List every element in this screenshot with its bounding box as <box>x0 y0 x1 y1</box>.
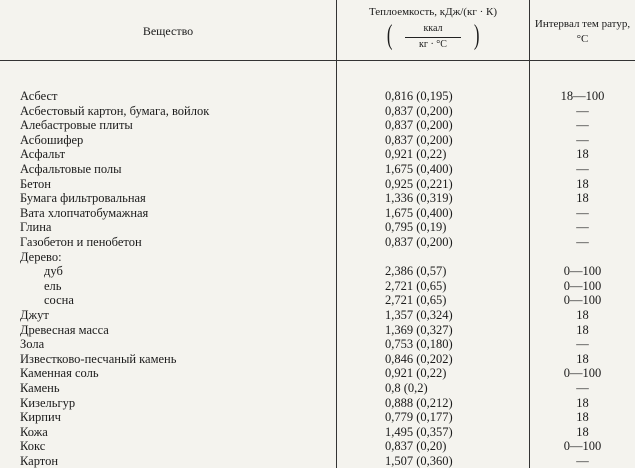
substance-name: Известково-песчаный камень <box>20 351 177 366</box>
substance-name: Кирпич <box>20 410 61 425</box>
table-row <box>0 191 635 206</box>
heat-capacity-value: 0,837 (0,200) <box>385 103 453 118</box>
header-heat-unit-fraction <box>383 20 483 52</box>
temperature-interval: 18 <box>576 322 589 337</box>
table-row <box>0 439 635 454</box>
table-row <box>0 454 635 468</box>
right-paren: ) <box>473 20 480 51</box>
substance-name: ель <box>44 278 62 293</box>
table-row <box>0 220 635 235</box>
substance-name: Каменная соль <box>20 366 99 381</box>
table-row <box>0 293 635 308</box>
table-row <box>0 250 635 265</box>
header-unit-numerator: ккал <box>423 23 443 34</box>
temperature-interval: — <box>576 103 589 118</box>
heat-capacity-value: 0,753 (0,180) <box>385 337 453 352</box>
temperature-interval: — <box>576 205 589 220</box>
table-row <box>0 264 635 279</box>
substance-name: дуб <box>44 264 63 279</box>
temperature-interval: 18 <box>576 176 589 191</box>
table-row <box>0 352 635 367</box>
substance-name: Камень <box>20 381 60 395</box>
temperature-interval: 18—100 <box>560 89 605 103</box>
substance-name: Асбошифер <box>20 132 84 147</box>
heat-capacity-value: 1,336 (0,319) <box>385 191 453 206</box>
temperature-interval: 0—100 <box>563 439 602 454</box>
heat-capacity-value: 1,369 (0,327) <box>385 322 453 337</box>
substance-name: Глина <box>20 220 52 235</box>
table-row <box>0 206 635 221</box>
substance-name: Асбест <box>20 89 58 103</box>
substance-name: сосна <box>44 293 74 308</box>
heat-capacity-value: 0,837 (0,20) <box>385 439 447 454</box>
heat-capacity-value: 0,925 (0,221) <box>385 176 453 191</box>
temperature-interval: — <box>576 118 589 133</box>
table-row <box>0 162 635 177</box>
heat-capacity-value: 0,795 (0,19) <box>385 220 447 235</box>
temperature-interval: — <box>576 235 589 249</box>
temperature-interval: 18 <box>576 147 589 162</box>
heat-capacity-value: 0,837 (0,200) <box>385 235 453 249</box>
substance-name: Бумага фильтровальная <box>20 191 146 206</box>
table-row <box>0 104 635 119</box>
substance-name: Асбестовый картон, бумага, войлок <box>20 103 210 118</box>
table-row <box>0 279 635 294</box>
temperature-interval: — <box>576 220 589 235</box>
temperature-interval: 18 <box>576 424 589 439</box>
substance-name: Алебастровые плиты <box>20 118 133 133</box>
temperature-interval: 18 <box>576 191 589 206</box>
heat-capacity-value: 1,507 (0,360) <box>385 454 453 468</box>
substance-name: Картон <box>20 454 59 468</box>
substance-name: Асфальтовые полы <box>20 162 122 176</box>
substance-name: Кожа <box>20 424 48 439</box>
temperature-interval: — <box>576 162 589 176</box>
substance-name: Кизельгур <box>20 395 76 410</box>
fraction-bar <box>405 37 461 38</box>
table-row <box>0 410 635 425</box>
heat-capacity-value: 1,675 (0,400) <box>385 162 453 176</box>
table-row <box>0 118 635 133</box>
substance-name: Древесная масса <box>20 322 109 337</box>
heat-capacity-value: 0,816 (0,195) <box>385 89 453 103</box>
temperature-interval: 0—100 <box>563 278 602 293</box>
temperature-interval: 0—100 <box>563 264 602 279</box>
header-heat-capacity: Теплоемкость, кДж/(кг · К) <box>369 6 497 18</box>
temperature-interval: 18 <box>576 351 589 366</box>
table-row <box>0 133 635 148</box>
header-substance: Вещество <box>142 24 194 38</box>
temperature-interval: — <box>576 337 589 352</box>
table-row <box>0 425 635 440</box>
table-row <box>0 396 635 411</box>
temperature-interval: — <box>576 132 589 147</box>
heat-capacity-value: 0,846 (0,202) <box>385 351 453 366</box>
table-row <box>0 235 635 250</box>
temperature-interval: 18 <box>576 308 589 322</box>
heat-capacity-value: 0,779 (0,177) <box>385 410 453 425</box>
table-header <box>0 0 635 61</box>
heat-capacity-value: 1,495 (0,357) <box>385 424 453 439</box>
heat-capacity-value: 0,837 (0,200) <box>385 132 453 147</box>
heat-capacity-value: 2,721 (0,65) <box>385 293 447 308</box>
substance-name: Кокс <box>20 439 46 454</box>
table-row <box>0 147 635 162</box>
table-row <box>0 366 635 381</box>
heat-capacity-value: 0,921 (0,22) <box>385 147 447 162</box>
temperature-interval: — <box>576 381 589 395</box>
heat-capacity-value: 0,921 (0,22) <box>385 366 447 381</box>
substance-name: Вата хлопчатобумажная <box>20 205 149 220</box>
table-row <box>0 89 635 104</box>
substance-name: Асфальт <box>20 147 66 162</box>
heat-capacity-value: 1,357 (0,324) <box>385 308 453 322</box>
substance-name: Дерево: <box>20 249 62 264</box>
table-row <box>0 337 635 352</box>
table-row <box>0 177 635 192</box>
substance-name: Газобетон и пенобетон <box>20 235 142 249</box>
heat-capacity-value: 1,675 (0,400) <box>385 205 453 220</box>
left-paren: ( <box>386 20 393 51</box>
table-row <box>0 381 635 396</box>
heat-capacity-value: 0,8 (0,2) <box>385 381 428 395</box>
temperature-interval: 18 <box>576 395 589 410</box>
substance-name: Зола <box>20 337 45 352</box>
temperature-interval: 18 <box>576 410 589 425</box>
temperature-interval: 0—100 <box>563 366 602 381</box>
heat-capacity-value: 0,888 (0,212) <box>385 395 453 410</box>
temperature-interval: — <box>576 454 589 468</box>
heat-capacity-value: 0,837 (0,200) <box>385 118 453 133</box>
table-row <box>0 308 635 323</box>
table-row <box>0 323 635 338</box>
header-interval: Интервал тем ратур, °С <box>534 18 631 45</box>
substance-name: Джут <box>20 308 49 322</box>
substance-name: Бетон <box>20 176 51 191</box>
heat-capacity-value: 2,386 (0,57) <box>385 264 447 279</box>
temperature-interval: 0—100 <box>563 293 602 308</box>
header-unit-denominator: кг · °С <box>419 39 447 50</box>
heat-capacity-value: 2,721 (0,65) <box>385 278 447 293</box>
